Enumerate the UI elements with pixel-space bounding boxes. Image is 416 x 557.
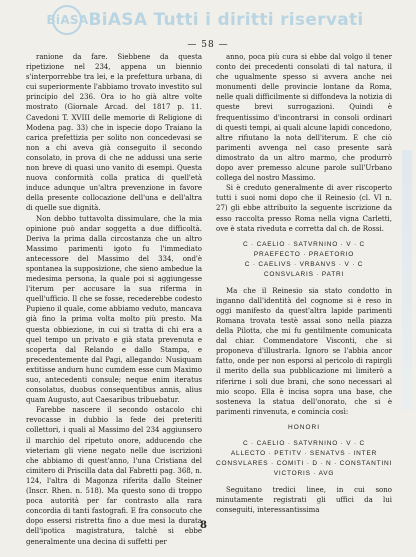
- side-stamp: [402, 150, 412, 410]
- inscription-line: C · CAELIO · SATVRNINO · V · C: [242, 240, 366, 248]
- inscription-line: ALLECTO · PETITV · SENATVS · INTER: [230, 450, 378, 457]
- inscription-line: CONSVLARIS · PATRI: [263, 270, 345, 278]
- paragraph: Ma che il Reinesio sia stato condotto in inganno dall'identità del cognome si è reso in oggi manifesto da quest'altra lapide parimenti Romana trovata testè assai sono nella piazza della Pilotta, che mi fu gentilmente comunicata dal chiar. Commendatore Visconti, che si proponeva d'illustrarla. Ignoro se l'abbia ancor fatto, onde per non esporsi al pericolo di rapirgli il merito della sua pubblicazione mi limiterò a riferirne i soli due brani, che sono necessari al mio scopo. Ella è incisa sopra una base, che sosteneva la statua dell'onorato, che si è parimenti rinvenuta, e comincia così:: [216, 286, 392, 416]
- paragraph: Seguitano tredici linee, in cui sono minutamente registrati gli uffici da lui conseguiti, interessantissima: [216, 486, 392, 515]
- right-column: [216, 52, 392, 532]
- inscription-heading: HONORI: [288, 423, 320, 431]
- inscription-line: C · CAELIO · SATVRNINO · V · C: [242, 440, 366, 447]
- left-column: [26, 52, 202, 546]
- biasa-logo-icon: BiASA: [52, 5, 82, 35]
- paragraph: Non debbo tuttavolta dissimulare, che la mia opinione può andar soggetta a due difficoltà. Deriva la prima dalla circostanza che un altro Massimo parimenti igoto fu l'immediato antecessore del Massimo del 334, ond'è spontanea la supposizione, che sieno ambedue la medesima persona, la quale poi si aggiungesse l'iterum per accusare la sua riferma in quell'ufficio. Il che se fosse, recederebbe codesto Pupieno il quale, come abbiamo veduto, mancava già fino la prima volta molto più presto. Ma questa obbiezione, in cui si tratta di chi era a quel tempo un privato e già stata prevenuta e scoperta dal Relando e dallo Stampa, e precedentemente dal Pagi, allegando: Nusiquam extitisse andurn hunc cumdem esse cum Maximo suo, antecedenti consule; neque enim iteratus consolatus, duobus consequentibus annis, alius quam Augusto, aut Caesaribus tribuebatur.: [26, 214, 202, 405]
- paragraph: ranione da fare. Siebbene da questa ripetizione nel 234, appena un biennio s'interporrebbe tra lei, e la prefettura urbana, di cui superiormente l'abbiamo trovato investito sul principio del 236. Ora io ho già altre volte mostrato (Giornale Arcad. del 1817 p. 11. Cavedoni T. XVIII delle memorie di Religione di Modena pag. 33) che in ispecie dopo Traiano la carica prefettizia per solito non concedevasi se non a chi aveva già conseguito il secondo consolato, in prova di che ne addussi una serie non breve di quasi uno vanito di esempi. Questa nuova conformità colla pratica di quell'età induce adunque un'altra prevenzione in favore della presente collocazione dell'una e dell'altra di quelle sue dignità.: [26, 53, 202, 213]
- paragraph: Farebbe nascere il secondo ostacolo chi revocasse in dubbio la fede dei preteriti collettori, i quali al Massimo del 234 aggiunsero il marchio del ripetuto onore, adducendo che vieteriam gli viene negato nelle due iscrizioni che abbiamo di quest'anno, l'una Cristiana del cimitero di Priscilla data dal Fabretti pag. 368, n. 124, l'altra di Magonza riferita dallo Steiner (Inscr. Rhen. n. 518). Ma questo sono di troppo poca autorità per far contrasto alla rara concordia di tanti fastografi. E fra consocuto che dopo essersi ristretta fino a due mesi la durata dell'ipotica magistratura, talchè si ebbe generalmente una decina di suffetti per: [26, 406, 202, 546]
- page-number: — 58 —: [187, 40, 229, 50]
- inscription-block: [216, 439, 392, 479]
- paragraph: Si è creduto generalmente di aver riscoperto tutti i suoi nomi dopo che il Reinesio (cl. VI n. 27) gli ebbe attribuito la seguente iscrizione da esso raccolta presso Roma nella vigna Carletti, ove è stata riveduta e corretta dal ch. de Rossi.: [216, 184, 392, 233]
- inscription-block: [216, 240, 392, 280]
- inscription-line: VICTORIS · AVG: [273, 470, 335, 477]
- inscription-line: PRAEFECTO · PRAETORIO: [253, 250, 355, 258]
- watermark: [0, 0, 416, 40]
- watermark-text: BiASA Tutti i diritti riservati: [88, 10, 364, 30]
- signature-mark: 8: [200, 520, 207, 531]
- paragraph: anno, poca più cura si ebbe dal volgo il tener conto dei precedenti consolati di tal natura, il che ugualmente spesso si avvera anche nei monumenti delle provincie lontane da Roma, nelle quali difficilmente si diffondeva la notizia di queste brevi surrogazioni. Quindi è frequentissimo d'incontrarsi in consoli ordinari di questi tempi, ai quali alcune lapidi concedono, altre rifiutano la nota dell'iterum. E che ciò parimenti avvenga nel caso presente sarà dimostrato da un altro marmo, che produrrò dopo aver premesso alcune parole sull'Urbano collega del nostro Massimo.: [216, 53, 392, 183]
- inscription-line: CONSVLARES · COMITI · D · N · CONSTANTINI: [216, 460, 393, 467]
- inscription-line: C · CAELIVS · VRBANVS · V · C: [244, 260, 364, 268]
